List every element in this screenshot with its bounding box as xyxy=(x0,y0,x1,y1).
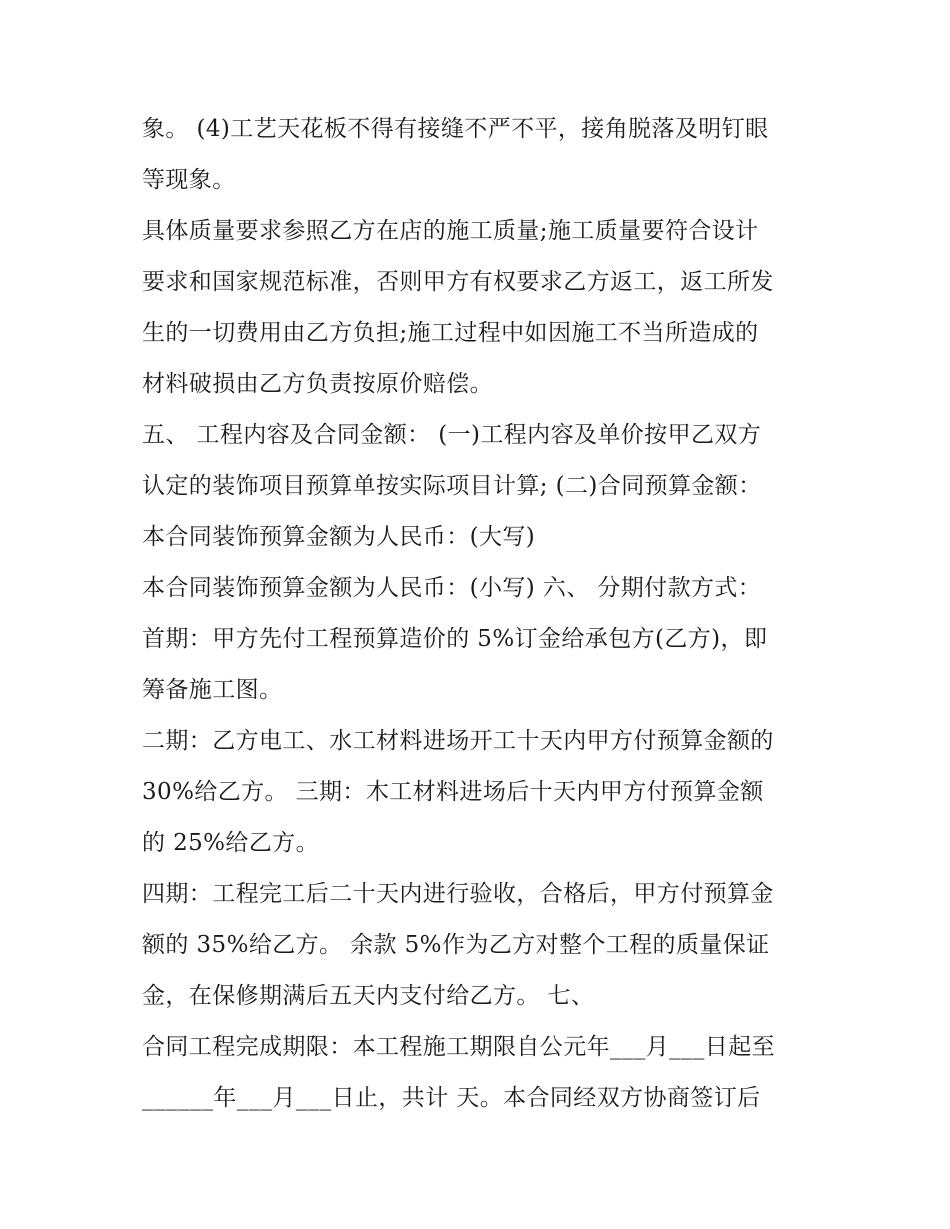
paragraph-line: 合同工程完成期限：本工程施工期限自公元年___月___日起至 xyxy=(142,1034,775,1060)
section-heading-line: 本合同装饰预算金额为人民币：(小写) 六、 分期付款方式： xyxy=(142,575,762,601)
paragraph-line: 30%给乙方。 三期：木工材料进场后十天内甲方付预算金额 xyxy=(142,779,764,805)
paragraph-line: 具体质量要求参照乙方在店的施工质量;施工质量要符合设计 xyxy=(142,218,759,244)
paragraph-line: 的 25%给乙方。 xyxy=(142,830,320,856)
paragraph-line: 额的 35%给乙方。 余款 5%作为乙方对整个工程的质量保证 xyxy=(142,932,770,958)
paragraph-line: 生的一切费用由乙方负担;施工过程中如因施工不当所造成的 xyxy=(142,320,759,346)
paragraph-line: 筹备施工图。 xyxy=(142,677,283,703)
paragraph-line: ______年___月___日止，共计 天。本合同经双方协商签订后 xyxy=(142,1085,761,1111)
paragraph-line: 本合同装饰预算金额为人民币：(大写) xyxy=(142,524,536,550)
section-heading-line: 金，在保修期满后五天内支付给乙方。 七、 xyxy=(142,983,595,1009)
paragraph-line: 四期：工程完工后二十天内进行验收，合格后，甲方付预算金 xyxy=(142,881,774,907)
paragraph-line: 首期：甲方先付工程预算造价的 5%订金给承包方(乙方)，即 xyxy=(142,626,768,652)
paragraph-line: 二期：乙方电工、水工材料进场开工十天内甲方付预算金额的 xyxy=(142,728,774,754)
paragraph-line: 象。 (4)工艺天花板不得有接缝不严不平，接角脱落及明钉眼 xyxy=(142,116,769,142)
paragraph-line: 要求和国家规范标准，否则甲方有权要求乙方返工，返工所发 xyxy=(142,269,774,295)
section-heading-line: 五、 工程内容及合同金额： (一)工程内容及单价按甲乙双方 xyxy=(142,422,762,448)
paragraph-line: 材料破损由乙方负责按原价赔偿。 xyxy=(142,371,493,397)
paragraph-line: 认定的装饰项目预算单按实际项目计算; (二)合同预算金额： xyxy=(142,473,762,499)
paragraph-line: 等现象。 xyxy=(142,167,236,193)
